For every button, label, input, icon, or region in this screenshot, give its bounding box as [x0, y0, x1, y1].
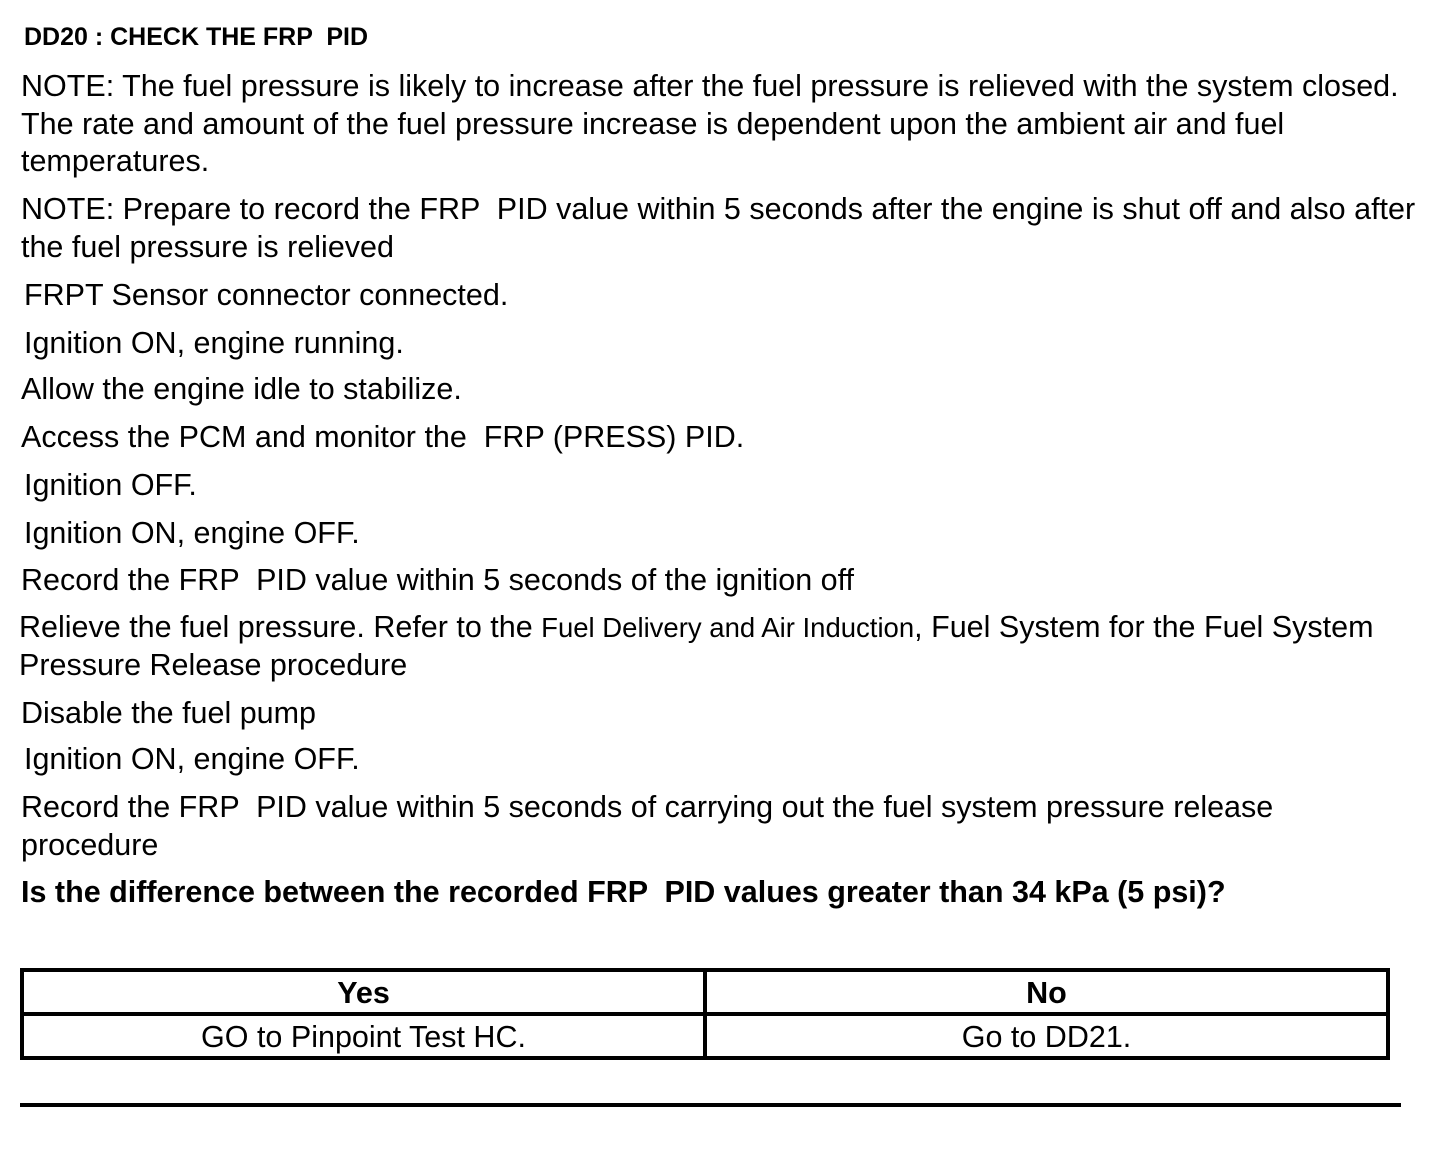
- step-idle-stabilize: Allow the engine idle to stabilize.: [21, 372, 462, 406]
- note-fuel-pressure-increase: NOTE: The fuel pressure is likely to increase after the fuel pressure is relieved with the system closed. The rate and amount of the fuel pressure increase is dependent upon the ambient air and fuel temperatures.: [21, 69, 1407, 178]
- step-access-pcm: Access the PCM and monitor the FRP (PRESS) PID.: [21, 420, 745, 454]
- step-record-after-ignition-off: Record the FRP PID value within 5 seconds of the ignition off: [21, 563, 855, 597]
- relieve-text-start: Relieve the fuel pressure. Refer to the: [19, 610, 542, 644]
- note-record-timing: NOTE: Prepare to record the FRP PID value within 5 seconds after the engine is shut off and also after the fuel pressure is relieved: [21, 192, 1424, 264]
- result-action-row: [22, 1014, 1388, 1058]
- result-table: [20, 968, 1390, 1060]
- bottom-divider: [20, 1103, 1401, 1107]
- yes-action-link[interactable]: GO to Pinpoint Test HC.: [22, 1014, 705, 1058]
- step-relieve-fuel-pressure: [19, 609, 1414, 684]
- no-header: No: [705, 970, 1388, 1014]
- step-ignition-off: Ignition OFF.: [24, 468, 197, 502]
- step-title: DD20 : CHECK THE FRP PID: [24, 23, 369, 51]
- step-ignition-on-engine-off-2: Ignition ON, engine OFF.: [24, 742, 360, 776]
- diagnostic-question: Is the difference between the recorded FRP PID values greater than 34 kPa (5 psi)?: [21, 875, 1226, 909]
- step-sensor-connected: FRPT Sensor connector connected.: [24, 278, 509, 312]
- yes-header: Yes: [22, 970, 705, 1014]
- relieve-text-end: , Fuel System for the Fuel System Pressure Release procedure: [19, 610, 1382, 682]
- step-record-after-release: Record the FRP PID value within 5 seconds of carrying out the fuel system pressure release procedure: [21, 790, 1282, 862]
- no-action-link[interactable]: Go to DD21.: [705, 1014, 1388, 1058]
- step-disable-fuel-pump: Disable the fuel pump: [21, 696, 317, 730]
- step-ignition-on-engine-off: Ignition ON, engine OFF.: [24, 516, 360, 550]
- fuel-delivery-reference[interactable]: Fuel Delivery and Air Induction: [541, 612, 915, 643]
- step-ignition-on-running: Ignition ON, engine running.: [24, 326, 404, 360]
- result-header-row: [22, 970, 1388, 1014]
